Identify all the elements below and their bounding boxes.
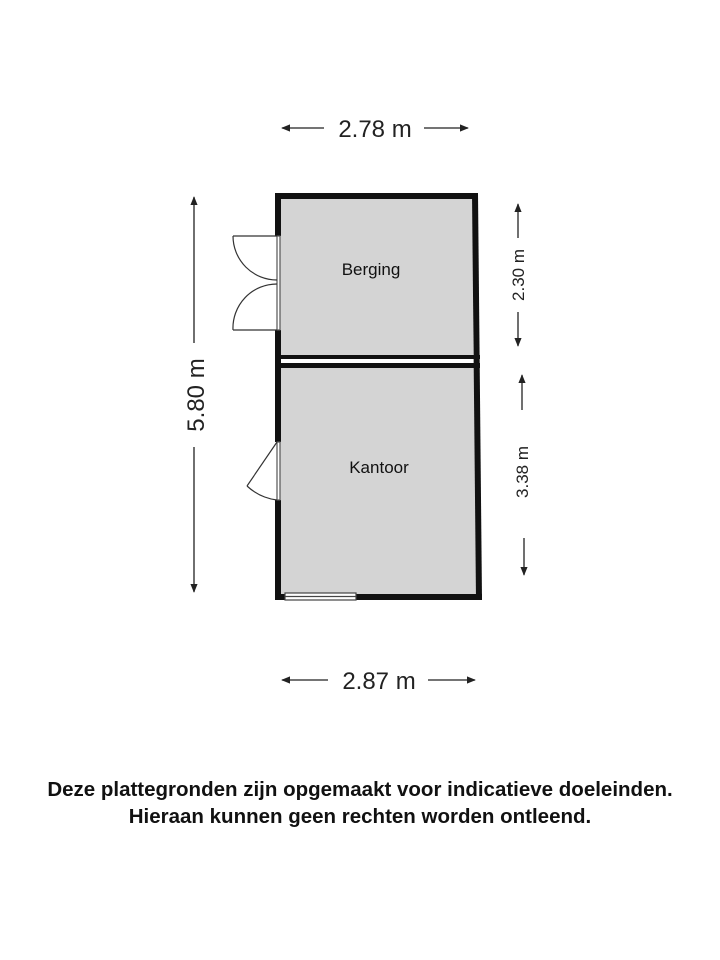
- dimension-bottom-width: [282, 668, 475, 695]
- window-bottom: [285, 593, 356, 600]
- wall-left-lower: [275, 500, 281, 600]
- wall-partition-lower: [275, 363, 480, 368]
- wall-left-upper: [275, 193, 281, 236]
- room-label-berging: Berging: [341, 260, 401, 279]
- disclaimer-line-1: Deze plattegronden zijn opgemaakt voor indicatieve doeleinden.: [47, 778, 673, 801]
- door-kantoor: [247, 442, 280, 500]
- wall-top: [275, 193, 478, 199]
- room-label-kantoor: Kantoor: [349, 458, 409, 477]
- wall-bottom-right: [356, 594, 482, 600]
- wall-partition: [275, 355, 480, 359]
- dimension-label-total-height: 5.80 m: [183, 358, 210, 432]
- disclaimer: [0, 776, 720, 830]
- dimension-top-width: [282, 116, 468, 143]
- dimension-total-height: [183, 197, 210, 592]
- dimension-label-berging-height: 2.30 m: [509, 249, 528, 301]
- dimension-label-kantoor-height: 3.38 m: [513, 446, 532, 498]
- dimension-label-bottom: 2.87 m: [342, 668, 416, 695]
- kantoor-floor: [280, 366, 477, 596]
- disclaimer-line-2: Hieraan kunnen geen rechten worden ontleend.: [128, 805, 592, 828]
- dimension-label-top: 2.78 m: [338, 116, 412, 143]
- dimension-kantoor-height: [513, 375, 532, 575]
- double-door-berging: [233, 236, 280, 330]
- wall-bottom-left: [275, 594, 285, 600]
- dimension-berging-height: [509, 204, 528, 346]
- wall-left-mid: [275, 330, 281, 442]
